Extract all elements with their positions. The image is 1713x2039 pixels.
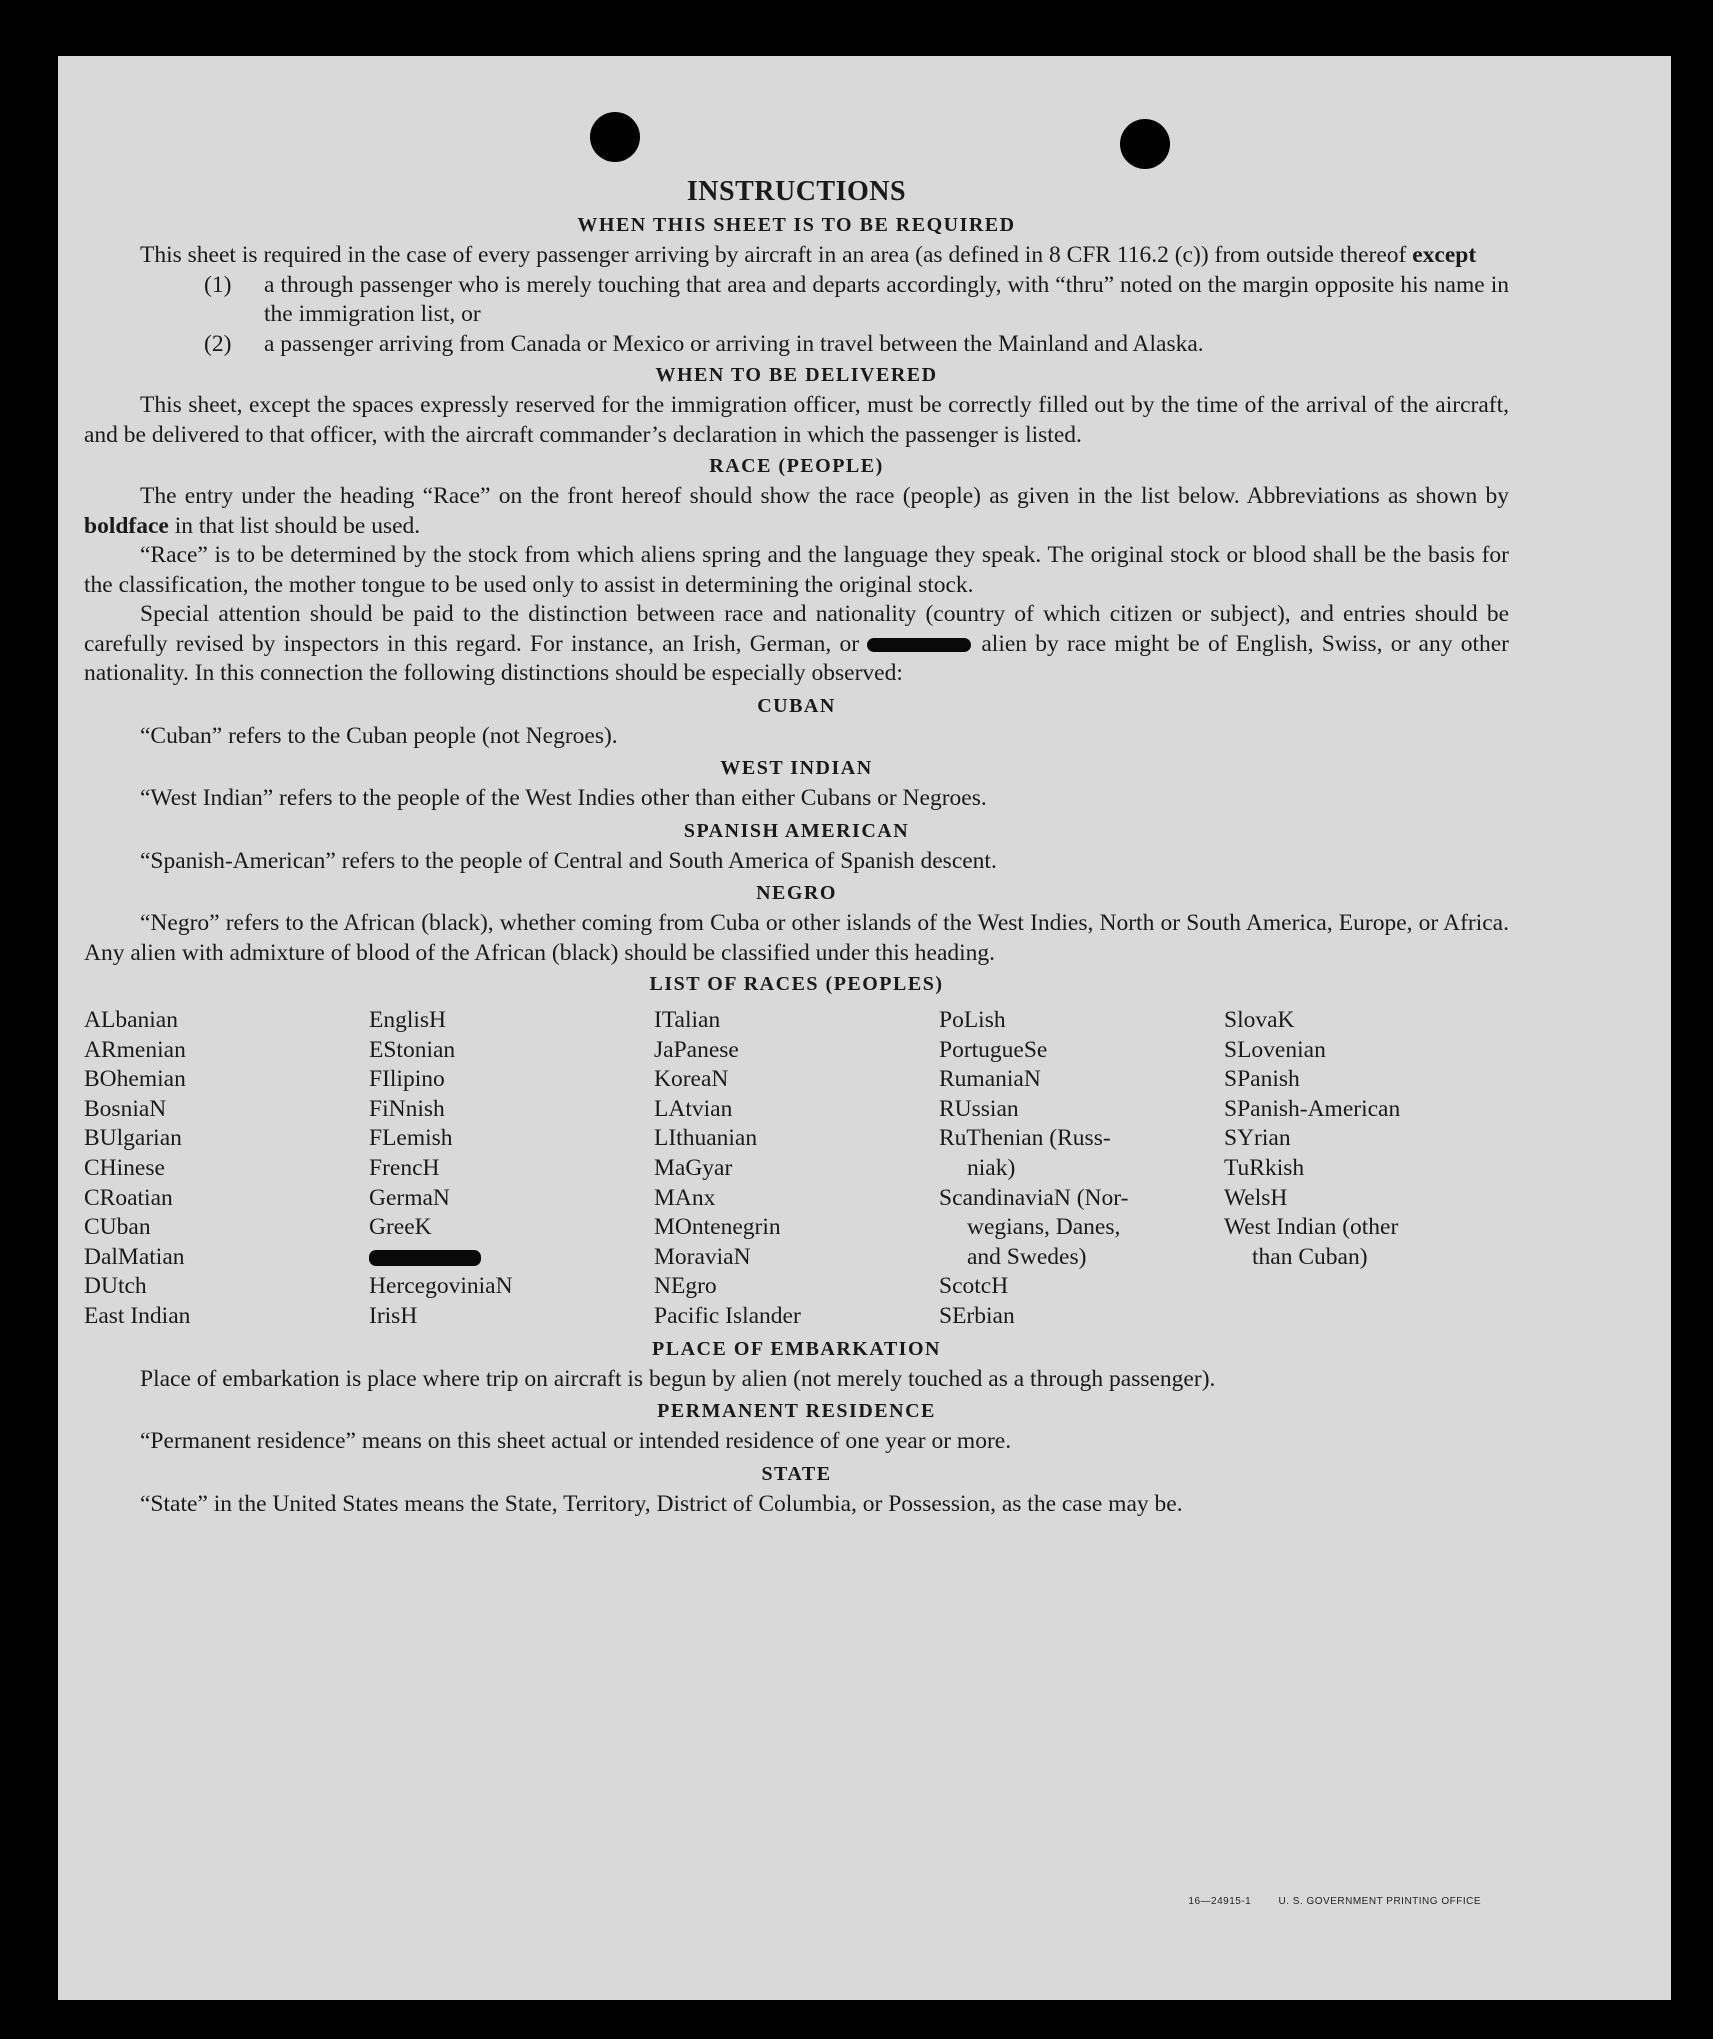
delivered-text: This sheet, except the spaces expressly reserved for the immigration officer, must be correctly filled out by the time of the arrival of the aircraft, and be delivered to that officer, with the aircraft commander’s declaration in which the passenger is listed. <box>84 392 1509 448</box>
race-item: DalMatian <box>84 1243 185 1270</box>
race-item: LIthuanian <box>654 1125 758 1152</box>
heading-list-of-races: LIST OF RACES (PEOPLES) <box>649 973 944 995</box>
race-item: HercegoviniaN <box>369 1273 513 1300</box>
redaction-mark <box>369 1250 481 1266</box>
punch-hole-right <box>1120 119 1170 169</box>
races-column-5 <box>1224 1006 1509 1332</box>
race-item: ITalian <box>654 1007 721 1033</box>
heading-spanish-american: SPANISH AMERICAN <box>683 819 910 842</box>
race-item: CRoatian <box>84 1184 173 1211</box>
races-column-3 <box>654 1006 939 1332</box>
race-item: SPanish <box>1224 1066 1300 1093</box>
document-page <box>58 56 1671 2000</box>
race-item: CUban <box>84 1214 151 1241</box>
race-item: BOhemian <box>84 1066 186 1093</box>
races-column-1 <box>84 1006 369 1332</box>
race-paragraph-2: “Race” is to be determined by the stock from which aliens spring and the language they speak. The original stock or blood shall be the basis for the classification, the mother tongue to be used only to assist in determining the original stock. <box>84 542 1509 598</box>
race-item: SLovenian <box>1224 1036 1326 1063</box>
race-item: SErbian <box>939 1302 1015 1329</box>
race-item: SYrian <box>1224 1125 1291 1152</box>
embarkation-text: Place of embarkation is place where trip on aircraft is begun by alien (not merely touched as a through passenger). <box>140 1365 1216 1392</box>
race-item-continued: wegians, Danes, <box>967 1214 1121 1241</box>
race-item: WelsH <box>1224 1184 1288 1211</box>
race-item: CHinese <box>84 1154 165 1181</box>
spanish-american-text: “Spanish-American” refers to the people of Central and South America of Spanish descent. <box>140 847 997 874</box>
races-column-2 <box>369 1006 654 1332</box>
race-item: BosniaN <box>84 1095 167 1122</box>
heading-state: STATE <box>761 1462 832 1485</box>
races-list <box>84 1006 1509 1332</box>
heading-delivered: WHEN TO BE DELIVERED <box>655 364 938 386</box>
race-item: NEgro <box>654 1273 717 1300</box>
race-item: ALbanian <box>84 1007 178 1033</box>
race-item: PortugueSe <box>939 1036 1048 1063</box>
race-item: TuRkish <box>1224 1154 1305 1181</box>
instructions-content <box>84 176 1509 1519</box>
race-item: West Indian (other <box>1224 1214 1399 1241</box>
residence-text: “Permanent residence” means on this sheet actual or intended residence of one year or more. <box>140 1428 1012 1455</box>
required-intro: This sheet is required in the case of every passenger arriving by aircraft in an area (as defined in 8 CFR 116.2 (c)) from outside thereof except <box>140 242 1477 268</box>
race-item: RuThenian (Russ- <box>939 1125 1111 1152</box>
race-item: JaPanese <box>654 1036 739 1063</box>
race-item-continued: than Cuban) <box>1252 1243 1368 1270</box>
required-item-2: (2) a passenger arriving from Canada or Mexico or arriving in travel between the Mainland and Alaska. <box>204 330 1204 357</box>
race-item: ARmenian <box>84 1036 186 1063</box>
state-text: “State” in the United States means the State, Territory, District of Columbia, or Possession, as the case may be. <box>140 1490 1183 1517</box>
negro-text: “Negro” refers to the African (black), whether coming from Cuba or other islands of the West Indies, North or South America, Europe, or Africa. Any alien with admixture of blood of the African (black) should be classified under this heading. <box>84 910 1509 966</box>
heading-cuban: CUBAN <box>757 694 836 717</box>
race-paragraph-1: The entry under the heading “Race” on the front hereof should show the race (people) as given in the list below. Abbreviations as shown by boldface in that list should be used. <box>84 483 1509 539</box>
race-item: MaGyar <box>654 1154 733 1181</box>
race-item: GreeK <box>369 1214 432 1241</box>
race-item: MAnx <box>654 1184 716 1211</box>
redaction-mark <box>867 638 971 652</box>
race-item: East Indian <box>84 1302 191 1329</box>
race-item: SlovaK <box>1224 1007 1295 1033</box>
race-item: DUtch <box>84 1273 147 1300</box>
race-item: FIlipino <box>369 1066 445 1093</box>
race-item: EStonian <box>369 1036 456 1063</box>
page-title: INSTRUCTIONS <box>686 176 907 207</box>
race-item: SPanish-American <box>1224 1095 1401 1122</box>
heading-permanent-residence: PERMANENT RESIDENCE <box>657 1400 936 1423</box>
race-item: RUssian <box>939 1095 1019 1122</box>
heading-negro: NEGRO <box>756 882 837 904</box>
west-indian-text: “West Indian” refers to the people of the West Indies other than either Cubans or Negroes. <box>140 785 987 811</box>
race-item-continued: and Swedes) <box>967 1243 1087 1270</box>
heading-race: RACE (PEOPLE) <box>709 455 884 477</box>
heading-west-indian: WEST INDIAN <box>720 757 873 779</box>
race-item: ScandinaviaN (Nor- <box>939 1184 1129 1211</box>
race-item: MoraviaN <box>654 1243 751 1270</box>
race-item: KoreaN <box>654 1066 729 1093</box>
race-item: BUlgarian <box>84 1125 182 1152</box>
cuban-text: “Cuban” refers to the Cuban people (not Negroes). <box>140 722 618 749</box>
race-item: Pacific Islander <box>654 1302 801 1329</box>
race-item: LAtvian <box>654 1095 733 1122</box>
race-item: IrisH <box>369 1302 418 1329</box>
punch-hole-left <box>590 112 640 162</box>
race-paragraph-3: Special attention should be paid to the distinction between race and nationality (country of which citizen or subject), and entries should be carefully revised by inspectors in this regard. For instance, an Irish, German, or alien by race might be of English, Swiss, or any other nationality. In this connection the following distinctions should be especially observed: <box>84 601 1510 686</box>
printer-credit: U. S. GOVERNMENT PRINTING OFFICE <box>1278 1896 1481 1907</box>
race-item: PoLish <box>939 1007 1006 1033</box>
race-item: RumaniaN <box>939 1066 1041 1093</box>
required-item-1: (1) a through passenger who is merely touching that area and departs accordingly, with “thru” noted on the margin opposite his name in the immigration list, or <box>204 271 1509 327</box>
heading-embarkation: PLACE OF EMBARKATION <box>652 1337 941 1360</box>
race-item: FLemish <box>369 1125 453 1152</box>
race-item: MOntenegrin <box>654 1214 781 1241</box>
race-item: ScotcH <box>939 1273 1009 1300</box>
race-item: FrencH <box>369 1154 440 1181</box>
race-item-continued: niak) <box>967 1154 1016 1181</box>
heading-required: WHEN THIS SHEET IS TO BE REQUIRED <box>577 214 1016 236</box>
race-item-redacted <box>369 1243 654 1273</box>
form-footer <box>1164 1896 1481 1907</box>
race-item: FiNnish <box>369 1095 445 1122</box>
races-column-4 <box>939 1006 1224 1332</box>
form-number: 16—24915-1 <box>1188 1896 1252 1907</box>
race-item: GermaN <box>369 1184 450 1211</box>
race-item: EnglisH <box>369 1007 447 1033</box>
